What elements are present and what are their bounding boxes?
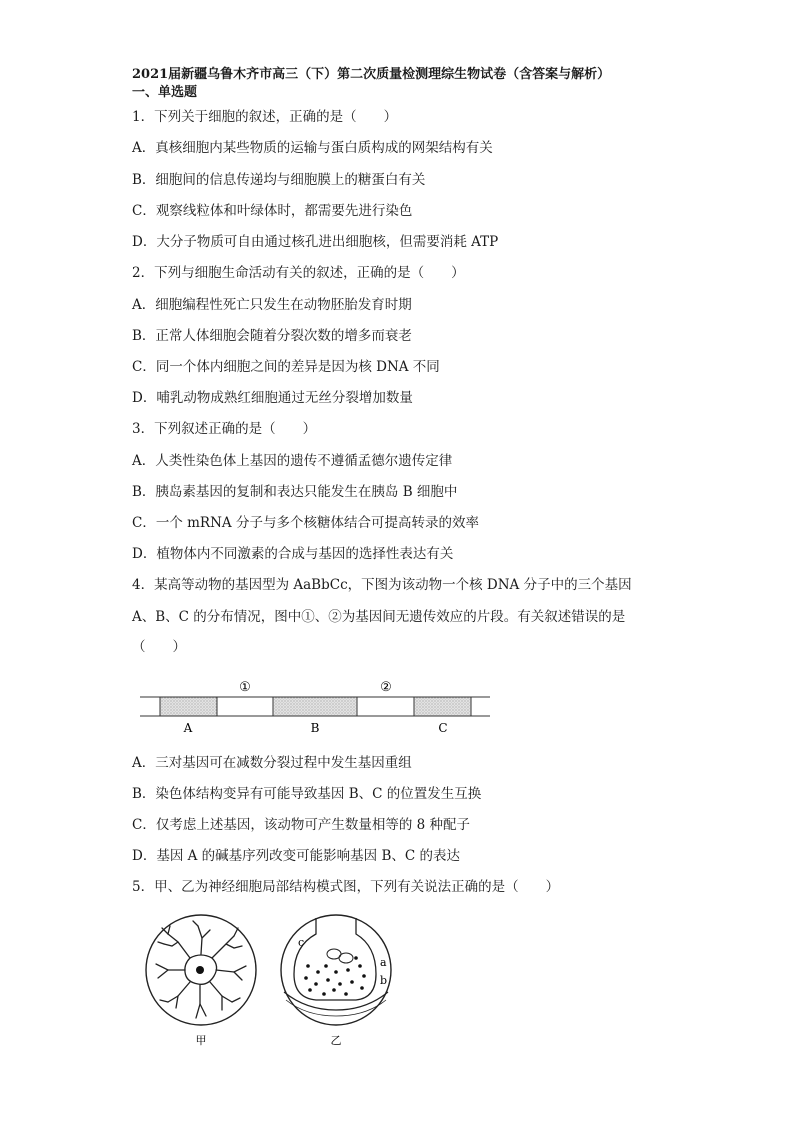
q3-option-c: C．一个 mRNA 分子与多个核糖体结合可提高转录的效率: [132, 515, 479, 531]
figure-jia-label: 甲: [195, 1034, 207, 1047]
neuron-nucleus: [196, 966, 204, 974]
q1-option-a: A．真核细胞内某些物质的运输与蛋白质构成的网架结构有关: [132, 140, 493, 156]
q1-stem: 1．下列关于细胞的叙述，正确的是（ ）: [132, 109, 398, 125]
section-heading: 一、单选题: [132, 85, 198, 100]
mitochondrion-2: [339, 953, 353, 963]
synaptic-vesicles: [304, 956, 366, 996]
q2-option-c: C．同一个体内细胞之间的差异是因为核 DNA 不同: [132, 359, 440, 375]
exam-title: 2021届新疆乌鲁木齐市高三（下）第二次质量检测理综生物试卷（含答案与解析）: [132, 67, 611, 82]
postsynaptic-membrane: [284, 992, 388, 1010]
q3-option-b: B．胰岛素基因的复制和表达只能发生在胰岛 B 细胞中: [132, 484, 458, 500]
q4-stem-line3: （ ）: [132, 639, 186, 655]
dna-gene-figure: [140, 676, 500, 738]
q4-option-d: D．基因 A 的碱基序列改变可能影响基因 B、C 的表达: [132, 848, 460, 864]
q4-stem-line1: 4．某高等动物的基因型为 AaBbCc，下图为该动物一个核 DNA 分子中的三个基因: [132, 577, 632, 593]
gene-b-label: B: [310, 721, 320, 735]
synapse-figure-yi: [276, 914, 406, 1048]
label-c: c: [298, 936, 305, 949]
q5-stem: 5．甲、乙为神经细胞局部结构模式图，下列有关说法正确的是（ ）: [132, 879, 560, 895]
gene-c-block: [414, 697, 471, 716]
q2-stem: 2．下列与细胞生命活动有关的叙述，正确的是（ ）: [132, 265, 465, 281]
gene-c-label: C: [438, 721, 448, 735]
q2-option-d: D．哺乳动物成熟红细胞通过无丝分裂增加数量: [132, 390, 413, 406]
q3-option-d: D．植物体内不同激素的合成与基因的选择性表达有关: [132, 546, 454, 562]
q4-option-b: B．染色体结构变异有可能导致基因 B、C 的位置发生互换: [132, 786, 482, 802]
q1-option-d: D．大分子物质可自由通过核孔进出细胞核，但需要消耗 ATP: [132, 234, 499, 250]
q1-option-b: B．细胞间的信息传递均与细胞膜上的糖蛋白有关: [132, 172, 426, 188]
gene-a-label: A: [183, 721, 193, 735]
gene-a-block: [160, 697, 217, 716]
q4-stem-line2: A、B、C 的分布情况，图中①、②为基因间无遗传效应的片段。有关叙述错误的是: [132, 609, 626, 625]
figure-yi-label: 乙: [330, 1034, 342, 1047]
label-b: b: [380, 974, 388, 987]
gene-b-block: [273, 697, 357, 716]
q4-option-c: C．仅考虑上述基因，该动物可产生数量相等的 8 种配子: [132, 817, 471, 833]
label-a: a: [380, 956, 387, 969]
q3-option-a: A．人类性染色体上基因的遗传不遵循孟德尔遗传定律: [132, 453, 453, 469]
q2-option-b: B．正常人体细胞会随着分裂次数的增多而衰老: [132, 328, 412, 344]
neuron-figure-jia: [138, 914, 266, 1048]
q4-option-a: A．三对基因可在减数分裂过程中发生基因重组: [132, 755, 412, 771]
q2-option-a: A．细胞编程性死亡只发生在动物胚胎发育时期: [132, 297, 412, 313]
segment-2-label: ②: [380, 680, 392, 695]
q3-stem: 3．下列叙述正确的是（ ）: [132, 421, 317, 437]
segment-1-label: ①: [239, 680, 251, 695]
q1-option-c: C．观察线粒体和叶绿体时，都需要先进行染色: [132, 203, 413, 219]
synapse-outline-circle: [281, 915, 391, 1025]
